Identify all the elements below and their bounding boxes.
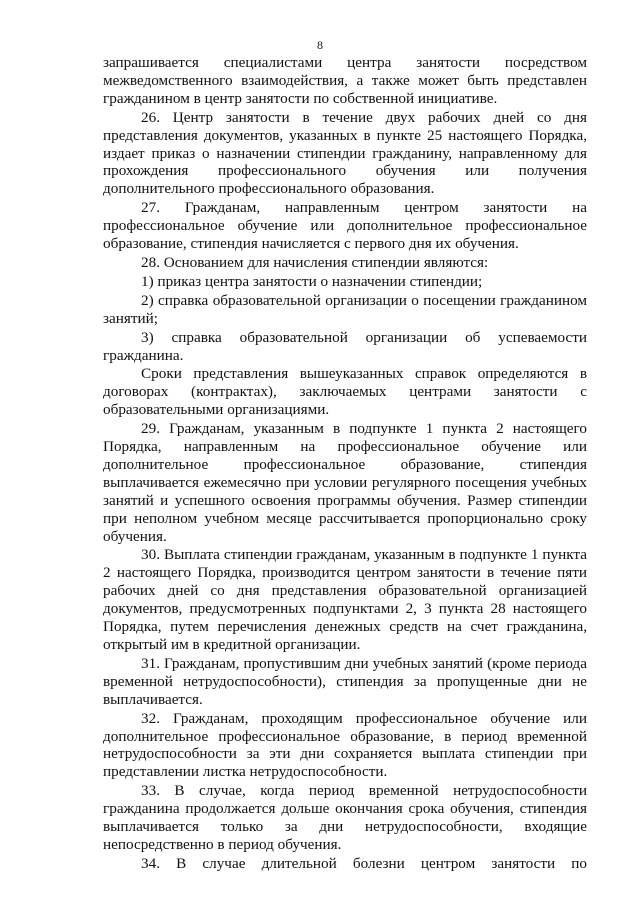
paragraph-30: 30. Выплата стипендии гражданам, указанным в подпункте 1 пункта 2 настоящего Порядка, производится центром занятости в течение пяти рабочих дней со дня представления образовательной организацией документов, предусмотренных подпунктами 2, 3 пункта 28 настоящего Порядка, путем перечисления денежных средств на счет гражданина, открытый им в кредитной организации. bbox=[103, 546, 587, 653]
paragraph-28-item-2: 2) справка образовательной организации о посещении гражданином занятий; bbox=[103, 291, 587, 327]
paragraph-31: 31. Гражданам, пропустившим дни учебных занятий (кроме периода временной нетрудоспособности), стипендия за пропущенные дни не выплачивается. bbox=[103, 654, 587, 708]
paragraph-29: 29. Гражданам, указанным в подпункте 1 пункта 2 настоящего Порядка, направленным на профессиональное обучение или дополнительное профессиональное образование, стипендия выплачивается ежемесячно при условии регулярного посещения учебных занятий и успешного освоения программы обучения. Размер стипендии при неполном учебном месяце рассчитывается пропорционально сроку обучения. bbox=[103, 420, 587, 545]
document-body bbox=[103, 54, 587, 873]
paragraph-26: 26. Центр занятости в течение двух рабочих дней со дня представления документов, указанных в пункте 25 настоящего Порядка, издает приказ о назначении стипендии гражданину, направленному для прохождения профессионального обучения или получения дополнительного профессионального образования. bbox=[103, 108, 587, 198]
paragraph-32: 32. Гражданам, проходящим профессиональное обучение или дополнительное профессиональное образование, в период временной нетрудоспособности за эти дни сохраняется выплата стипендии при представлении листка нетрудоспособности. bbox=[103, 709, 587, 781]
paragraph-27: 27. Гражданам, направленным центром занятости на профессиональное обучение или дополнительное профессиональное образование, стипендия начисляется с первого дня их обучения. bbox=[103, 199, 587, 253]
paragraph-28-item-1: 1) приказ центра занятости о назначении стипендии; bbox=[141, 272, 483, 290]
paragraph-28: 28. Основанием для начисления стипендии являются: bbox=[141, 253, 489, 271]
paragraph-33: 33. В случае, когда период временной нетрудоспособности гражданина продолжается дольше окончания срока обучения, стипендия выплачивается только за дни нетрудоспособности, входящие непосредственно в период обучения. bbox=[103, 782, 587, 853]
paragraph-28-item-3: 3) справка образовательной организации об успеваемости гражданина. bbox=[103, 328, 587, 364]
paragraph-continuation: запрашивается специалистами центра занятости посредством межведомственного взаимодействия, а также может быть представлен гражданином в центр занятости по собственной инициативе. bbox=[103, 54, 587, 107]
paragraph-deadlines: Сроки представления вышеуказанных справок определяются в договорах (контрактах), заключаемых центрами занятости с образовательными организациями. bbox=[103, 365, 587, 419]
paragraph-34: 34. В случае длительной болезни центром занятости по bbox=[141, 854, 587, 872]
page-number: 8 bbox=[317, 38, 323, 52]
